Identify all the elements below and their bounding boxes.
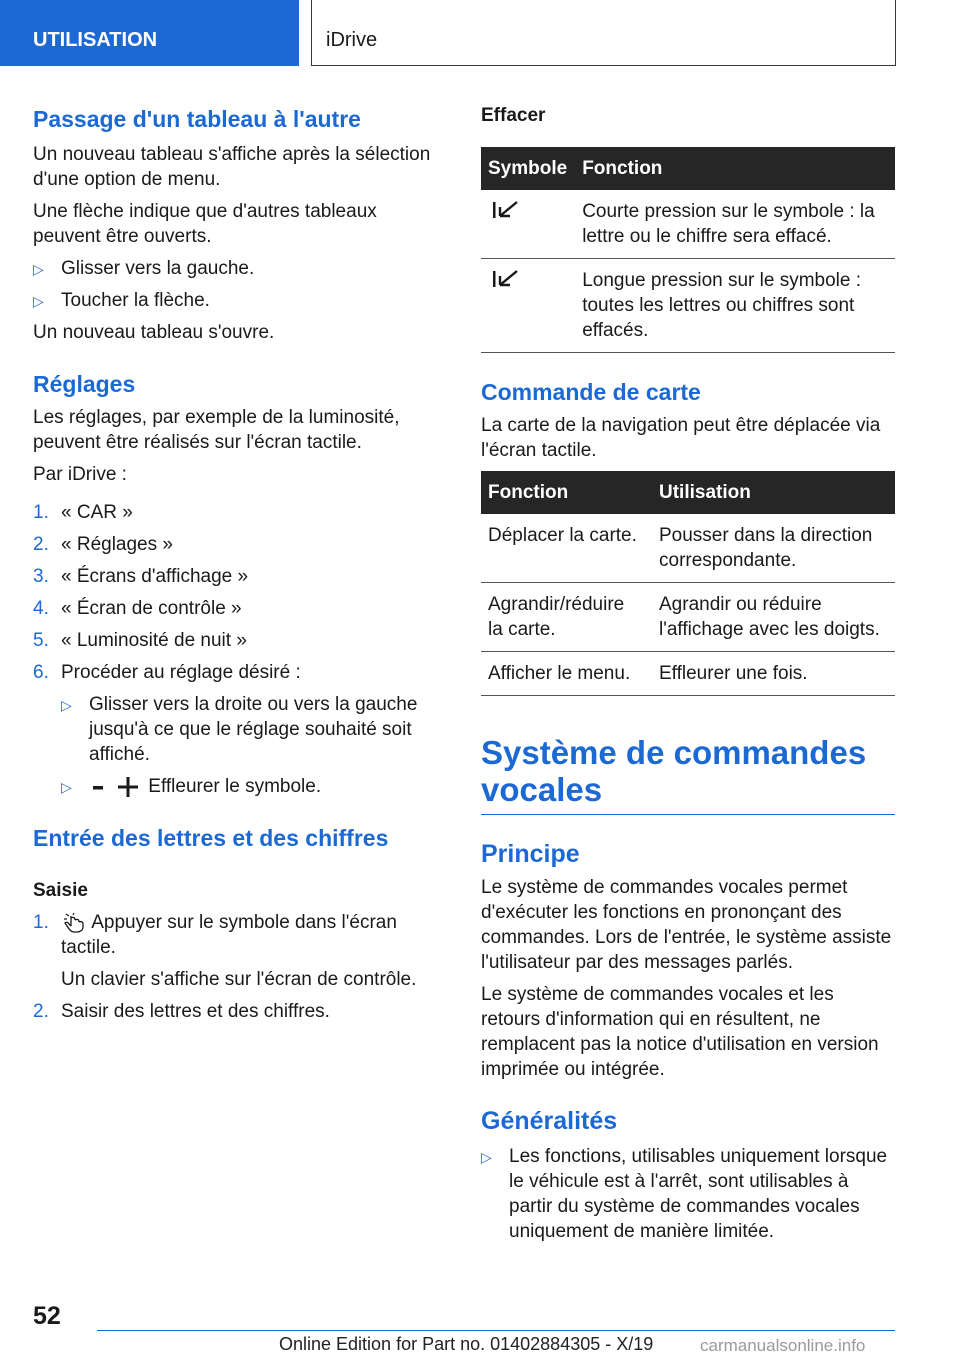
heading-generalites: Généralités [481, 1107, 618, 1135]
heading-passage: Passage d'un tableau à l'autre [33, 106, 361, 132]
para: Un nouveau tableau s'affiche après la sélection d'une option de menu. [33, 144, 431, 190]
section-tab: UTILISATION [0, 0, 299, 66]
subheading-effacer: Effacer [481, 105, 546, 126]
table-row [481, 583, 895, 652]
sub-bullet-list [61, 692, 443, 799]
list-item: 1. « CAR » [33, 502, 133, 523]
table-cell: Pousser dans la direction correspondante. [652, 514, 895, 583]
effacer-table [481, 147, 895, 353]
heading-principe: Principe [481, 840, 580, 868]
page-number: 52 [33, 1302, 61, 1330]
bullet-list [481, 1144, 895, 1244]
table-header-cell: Fonction [481, 471, 652, 514]
list-item: ▷ Effleurer le symbole. [61, 774, 443, 799]
table-cell: Agrandir/réduire la carte. [481, 583, 652, 652]
list-item: 5. « Luminosité de nuit » [33, 630, 247, 651]
table-row [481, 190, 895, 259]
page-header [0, 0, 960, 66]
table-cell [481, 190, 575, 259]
list-item: 2. « Réglages » [33, 534, 173, 555]
triangle-bullet-icon: ▷ [33, 261, 44, 277]
right-column [481, 100, 895, 1244]
para: Par iDrive : [33, 464, 127, 485]
table-cell: Longue pression sur le symbole : toutes les lettres ou chiffres sont effacés. [575, 259, 895, 353]
list-item: 1. Appuyer sur le symbole dans l'écran tactile. [33, 912, 397, 958]
list-item: ▷ Les fonctions, utilisables uniquement lorsque le véhicule est à l'arrêt, sont utilisables à partir du système de commandes vocales uniquement de manière limitée. [481, 1146, 888, 1242]
watermark-text: carmanualsonline.info [700, 1336, 866, 1355]
para: Le système de commandes vocales permet d'exécuter les fonctions en prononçant des commandes. Lors de l'entrée, le système assiste l'utilisateur par des messages parlés. [481, 877, 892, 973]
footer-edition: Online Edition for Part no. 01402884305 - X/19 [279, 1334, 654, 1354]
table-row [481, 514, 895, 583]
plus-icon [113, 776, 143, 798]
list-item: ▷ Glisser vers la gauche. [33, 256, 443, 281]
table-cell: Effleurer une fois. [652, 652, 895, 696]
table-cell: Courte pression sur le symbole : la lettre ou le chiffre sera effacé. [575, 190, 895, 259]
list-item: 3. « Écrans d'affichage » [33, 566, 249, 587]
triangle-bullet-icon: ▷ [61, 779, 72, 795]
steps-list [33, 999, 443, 1024]
triangle-bullet-icon: ▷ [61, 697, 72, 713]
table-header-cell: Fonction [575, 147, 895, 190]
para: Une flèche indique que d'autres tableaux peuvent être ouverts. [33, 201, 377, 247]
para: La carte de la navigation peut être déplacée via l'écran tactile. [481, 415, 881, 461]
table-row [481, 259, 895, 353]
subheading-saisie: Saisie [33, 880, 88, 901]
table-cell [481, 259, 575, 353]
list-item: 4. « Écran de contrôle » [33, 598, 242, 619]
touch-hand-icon [61, 912, 87, 934]
list-item: 6. Procéder au réglage désiré : [33, 662, 301, 683]
triangle-bullet-icon: ▷ [33, 293, 44, 309]
triangle-bullet-icon: ▷ [481, 1149, 492, 1165]
minus-icon [89, 777, 113, 797]
list-item: 2. Saisir des lettres et des chiffres. [33, 1001, 330, 1022]
table-header-cell: Utilisation [652, 471, 895, 514]
list-item: ▷ Toucher la flèche. [33, 288, 443, 313]
delete-back-icon [488, 268, 522, 290]
heading-systeme: Système de commandes vocales [481, 734, 895, 815]
steps-list [33, 910, 443, 960]
heading-entree: Entrée des lettres et des chiffres [33, 825, 389, 851]
table-header-row [481, 147, 895, 190]
para: Le système de commandes vocales et les retours d'information qui en résultent, ne remplacent pas la notice d'utilisation en version imprimée ou intégrée. [481, 984, 879, 1080]
para: Un clavier s'affiche sur l'écran de contrôle. [61, 969, 417, 990]
table-cell: Déplacer la carte. [481, 514, 652, 583]
steps-list [33, 500, 443, 685]
list-item: ▷ Glisser vers la droite ou vers la gauche jusqu'à ce que le réglage souhaité soit affiché. [61, 694, 418, 765]
delete-back-icon [488, 199, 522, 221]
chapter-title: iDrive [311, 0, 896, 66]
table-cell: Agrandir ou réduire l'affichage avec les doigts. [652, 583, 895, 652]
para: Les réglages, par exemple de la luminosité, peuvent être réalisés sur l'écran tactile. [33, 407, 400, 453]
table-header-cell: Symbole [481, 147, 575, 190]
footer-divider [97, 1330, 895, 1331]
para: Un nouveau tableau s'ouvre. [33, 322, 275, 343]
table-header-row [481, 471, 895, 514]
carte-table [481, 471, 895, 696]
left-column [33, 100, 443, 1024]
bullet-list [33, 256, 443, 313]
heading-reglages: Réglages [33, 371, 136, 397]
heading-carte: Commande de carte [481, 379, 701, 405]
table-cell: Afficher le menu. [481, 652, 652, 696]
table-row [481, 652, 895, 696]
